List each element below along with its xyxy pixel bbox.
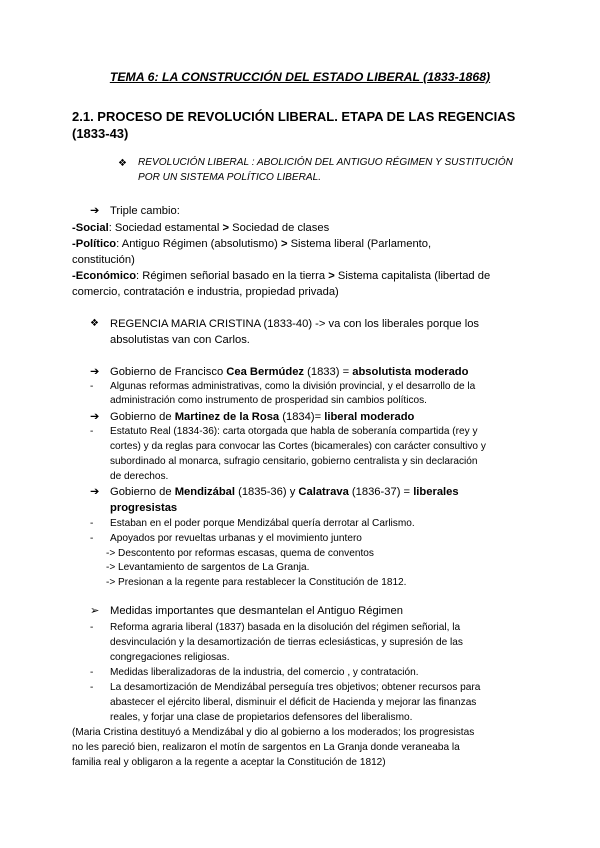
- dash-bullet: -: [90, 533, 94, 544]
- regencia-line1: REGENCIA MARIA CRISTINA (1833-40) -> va con los liberales porque los: [110, 318, 480, 330]
- economico-line2: comercio, contratación e industria, propiedad privada): [72, 286, 339, 298]
- gov1-years: (1833) =: [304, 366, 353, 378]
- gov3-tag2-text: progresistas: [110, 502, 178, 514]
- medida-2: Medidas liberalizadoras de la industria, del comercio , y contratación.: [110, 667, 419, 678]
- arrow-bullet-icon: ➔: [90, 205, 100, 217]
- social-line: [72, 220, 329, 236]
- gov2-tag: liberal moderado: [324, 411, 415, 423]
- economico-line: [72, 268, 490, 284]
- gov3-sub-2: -> Levantamiento de sargentos de La Granja.: [106, 562, 310, 573]
- economico-label: -Económico: [72, 270, 137, 282]
- page-title: TEMA 6: LA CONSTRUCCIÓN DEL ESTADO LIBERAL (1833-1868): [109, 70, 491, 84]
- gov1-detail-line2: administración como instrumento de prosperidad sin cambios políticos.: [110, 395, 427, 406]
- gov3-sub-1: -> Descontento por reformas escasas, quema de conventos: [106, 548, 374, 559]
- dash-bullet: -: [90, 667, 94, 678]
- economico-from: : Régimen señorial basado en la tierra: [136, 270, 329, 282]
- arrow-bullet-icon: ➔: [90, 486, 100, 498]
- gov3-detail-1: Estaban en el poder porque Mendizábal quería derrotar al Carlismo.: [110, 518, 415, 529]
- gov3-detail-2: Apoyados por revueltas urbanas y el movimiento juntero: [110, 533, 362, 544]
- arrow-bullet-icon: ➔: [90, 411, 100, 423]
- politico-line: [72, 236, 431, 252]
- intro-line2: POR UN SISTEMA POLÍTICO LIBERAL.: [138, 172, 322, 183]
- economico-to: Sistema capitalista (libertad de: [334, 270, 491, 282]
- gt-symbol: >: [328, 270, 335, 282]
- gov2-detail-line4: de derechos.: [110, 471, 169, 482]
- gt-symbol: >: [222, 222, 230, 234]
- gov1-heading: [110, 364, 468, 380]
- medida-1-line2: desvinculación y la desamortización de tierras eclesiásticas, y supresión de las: [110, 637, 463, 648]
- politico-label: -Político: [72, 238, 117, 250]
- diamond-bullet-icon: ❖: [90, 318, 99, 329]
- diamond-bullet-icon: ❖: [118, 158, 127, 169]
- gov2-detail-line2: cortes) y da reglas para convocar las Cortes (bicamerales) con carácter consultivo y: [110, 441, 486, 452]
- social-from: : Sociedad estamental: [108, 222, 223, 234]
- arrow-bullet-icon: ➔: [90, 366, 100, 378]
- gov1-tag: absolutista moderado: [352, 366, 469, 378]
- gov2-heading: [110, 409, 414, 425]
- gov1-detail-line1: Algunas reformas administrativas, como la división provincial, y el desarrollo de la: [110, 381, 476, 392]
- medida-1-line3: congregaciones religiosas.: [110, 652, 230, 663]
- gov3-years2: (1836-37) =: [348, 486, 414, 498]
- intro-line1: REVOLUCIÓN LIBERAL : ABOLICIÓN DEL ANTIGUO RÉGIMEN Y SUSTITUCIÓN: [138, 157, 513, 168]
- gov1-name: Cea Bermúdez: [226, 366, 305, 378]
- section-heading-line1: 2.1. PROCESO DE REVOLUCIÓN LIBERAL. ETAPA DE LAS REGENCIAS: [72, 109, 516, 124]
- gov3-years1: (1835-36) y: [234, 486, 299, 498]
- regencia-line2: absolutistas van con Carlos.: [110, 334, 250, 346]
- dash-bullet: -: [90, 518, 94, 529]
- gov1-pre: Gobierno de Francisco: [110, 366, 227, 378]
- dash-bullet: -: [90, 682, 94, 693]
- politico-line2: constitución): [72, 254, 135, 266]
- medidas-heading: Medidas importantes que desmantelan el Antiguo Régimen: [110, 605, 403, 617]
- triple-heading: Triple cambio:: [110, 205, 180, 217]
- gov2-detail-line3: subordinado al monarca, sufragio censitario, gobierno centralista y sin declaración: [110, 456, 478, 467]
- gov3-name2: Calatrava: [298, 486, 349, 498]
- note-line1: (Maria Cristina destituyó a Mendizábal y dio al gobierno a los moderados; los progresistas: [72, 727, 475, 738]
- medida-3-line2: abastecer el ejército liberal, disminuir el déficit de Hacienda y mejorar las finanzas: [110, 697, 477, 708]
- gov3-heading: [110, 484, 459, 500]
- gov2-detail-line1: Estatuto Real (1834-36): carta otorgada que habla de soberanía compartida (rey y: [110, 426, 478, 437]
- politico-from: : Antiguo Régimen (absolutismo): [116, 238, 281, 250]
- gov2-pre: Gobierno de: [110, 411, 175, 423]
- note-line3: familia real y obligaron a la regente a aceptar la Constitución de 1812): [72, 757, 386, 768]
- social-to: Sociedad de clases: [229, 222, 330, 234]
- gov3-tag1: liberales: [413, 486, 459, 498]
- dash-bullet: -: [90, 381, 94, 392]
- note-line2: no les pareció bien, realizaron el motín de sargentos en La Granja donde veraneaba la: [72, 742, 460, 753]
- politico-to: Sistema liberal (Parlamento,: [287, 238, 432, 250]
- gov2-name: Martinez de la Rosa: [174, 411, 280, 423]
- section-heading-line2: (1833-43): [72, 126, 129, 141]
- dash-bullet: -: [90, 426, 94, 437]
- medida-3-line1: La desamortización de Mendizábal perseguía tres objetivos; obtener recursos para: [110, 682, 481, 693]
- gov3-pre: Gobierno de: [110, 486, 175, 498]
- medida-1-line1: Reforma agraria liberal (1837) basada en la disolución del régimen señorial, la: [110, 622, 461, 633]
- social-label: -Social: [72, 222, 109, 234]
- dash-bullet: -: [90, 622, 94, 633]
- gov3-sub-3: -> Presionan a la regente para restablecer la Constitución de 1812.: [106, 577, 407, 588]
- gov2-years: (1834)=: [279, 411, 325, 423]
- triangle-arrow-icon: ➢: [90, 605, 100, 617]
- gt-symbol: >: [280, 238, 288, 250]
- gov3-tag2: [110, 500, 177, 516]
- gov3-name1: Mendizábal: [174, 486, 235, 498]
- medida-3-line3: reales, y forjar una clase de propietarios defensores del liberalismo.: [110, 712, 413, 723]
